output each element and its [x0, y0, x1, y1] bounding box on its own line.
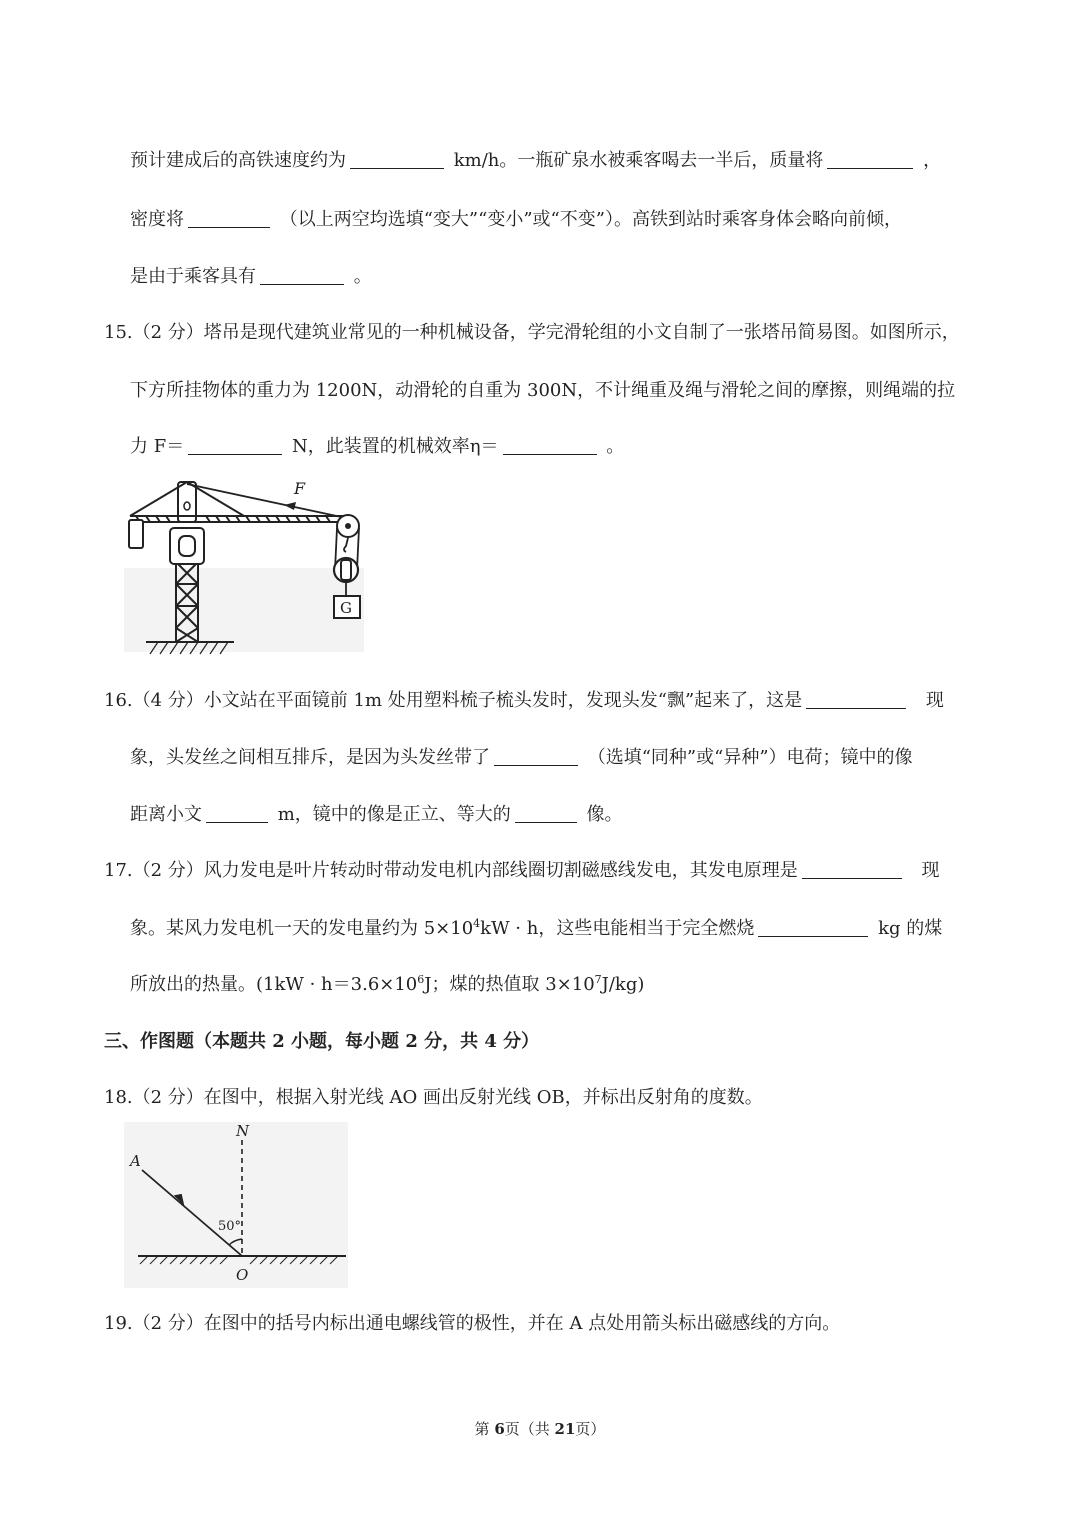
q17-text: J；煤的热值取 3×10 [424, 974, 595, 995]
q15-line-3 [130, 432, 624, 458]
q17-text: 所放出的热量。(1kW · h＝3.6×10 [130, 974, 418, 995]
normal-label: N [236, 1122, 250, 1140]
q15-line-1 [104, 318, 960, 344]
q17-text: kW · h，这些电能相当于完全燃烧 [480, 918, 755, 939]
q15-text: 15.（2 分）塔吊是现代建筑业常见的一种机械设备，学完滑轮组的小文自制了一张塔吊简易图。如图所示， [104, 322, 960, 343]
q14-text: 预计建成后的高铁速度约为 [130, 150, 346, 171]
answer-blank[interactable] [206, 804, 268, 823]
q15-text: N，此装置的机械效率η＝ [291, 436, 499, 457]
page-number: 6 [494, 1420, 505, 1438]
q14-text: 是由于乘客具有 [130, 266, 256, 287]
q14-line-1 [130, 146, 941, 172]
q19-text: 19.（2 分）在图中的括号内标出通电螺线管的极性，并在 A 点处用箭头标出磁感线的方向。 [104, 1313, 841, 1334]
crane-jib [130, 482, 346, 522]
figure-grid-bg [124, 568, 364, 652]
q17-text: 17.（2 分）风力发电是叶片转动时带动发电机内部线圈切割磁感线发电，其发电原理是 [104, 860, 798, 881]
q16-line-2 [130, 743, 913, 769]
angle-label: 50° [218, 1219, 242, 1234]
hook-icon [344, 538, 348, 552]
q16-text: 像。 [586, 804, 623, 825]
section-title-text: 三、作图题（本题共 2 小题，每小题 2 分，共 4 分） [104, 1031, 540, 1052]
reflection-figure [124, 1122, 348, 1288]
answer-blank[interactable] [260, 266, 344, 285]
q16-text: （选填“同种”或“异种”）电荷；镜中的像 [587, 747, 913, 768]
q14-text: 。 [353, 266, 372, 287]
section-title [104, 1027, 539, 1053]
q14-text: ， [923, 150, 942, 171]
page-total: 21 [554, 1420, 576, 1438]
q19-line [104, 1309, 840, 1335]
q16-line-1 [104, 686, 944, 712]
q17-text: 象。某风力发电机一天的发电量约为 5×10 [130, 918, 474, 939]
page-footer [0, 1418, 1080, 1439]
footer-text: 页） [575, 1420, 606, 1438]
crane-cab [170, 528, 204, 564]
q14-text: km/h。一瓶矿泉水被乘客喝去一半后，质量将 [453, 150, 824, 171]
pulley-axle [345, 523, 351, 529]
ray-label: A [130, 1152, 141, 1170]
q18-text: 18.（2 分）在图中，根据入射光线 AO 画出反射光线 OB，并标出反射角的度数。 [104, 1087, 763, 1108]
answer-blank[interactable] [806, 690, 906, 709]
q14-text: 密度将 [130, 209, 184, 230]
q16-text: 象，头发丝之间相互排斥，是因为头发丝带了 [130, 747, 490, 768]
q16-text: 距离小文 [130, 804, 202, 825]
weight-label: G [340, 599, 352, 617]
q15-text: 下方所挂物体的重力为 1200N，动滑轮的自重为 300N，不计绳重及绳与滑轮之间的摩擦，则绳端的拉 [130, 380, 956, 401]
answer-blank[interactable] [515, 804, 577, 823]
footer-text: 页（共 [504, 1420, 555, 1438]
q14-line-2 [130, 205, 902, 231]
q16-text: m，镜中的像是正立、等大的 [277, 804, 511, 825]
q16-text: 16.（4 分）小文站在平面镜前 1m 处用塑料梳子梳头发时，发现头发“飘”起来了，这是 [104, 690, 803, 711]
superscript: 4 [473, 917, 481, 930]
answer-blank[interactable] [188, 209, 270, 228]
q16-line-3 [130, 800, 623, 826]
superscript: 7 [594, 973, 602, 986]
q17-line-3 [130, 970, 644, 996]
q17-text: J/kg) [601, 974, 645, 995]
answer-blank[interactable] [503, 436, 597, 455]
footer-text: 第 [474, 1420, 495, 1438]
answer-blank[interactable] [494, 747, 578, 766]
answer-blank[interactable] [350, 150, 444, 169]
q17-text: kg 的煤 [878, 918, 943, 939]
superscript: 6 [417, 973, 425, 986]
q15-text: 力 F＝ [130, 436, 185, 457]
q15-text: 。 [606, 436, 625, 457]
crane-figure [124, 472, 364, 658]
q17-line-2 [130, 914, 942, 940]
counterweight [129, 520, 143, 548]
answer-blank[interactable] [188, 436, 282, 455]
answer-blank[interactable] [802, 860, 902, 879]
q17-text: 现 [921, 860, 940, 881]
q17-line-1 [104, 856, 940, 882]
answer-blank[interactable] [758, 918, 868, 937]
answer-blank[interactable] [827, 150, 913, 169]
q18-line [104, 1083, 763, 1109]
q16-text: 现 [925, 690, 944, 711]
q14-text: （以上两空均选填“变大”“变小”或“不变”）。高铁到站时乘客身体会略向前倾， [279, 209, 902, 230]
figure-grid-bg [124, 1122, 348, 1288]
movable-pulley [334, 558, 358, 582]
q14-line-3 [130, 262, 372, 288]
rope-f [187, 484, 346, 518]
q15-line-2 [130, 376, 955, 402]
force-label: F [294, 479, 306, 498]
point-label: O [236, 1266, 249, 1284]
